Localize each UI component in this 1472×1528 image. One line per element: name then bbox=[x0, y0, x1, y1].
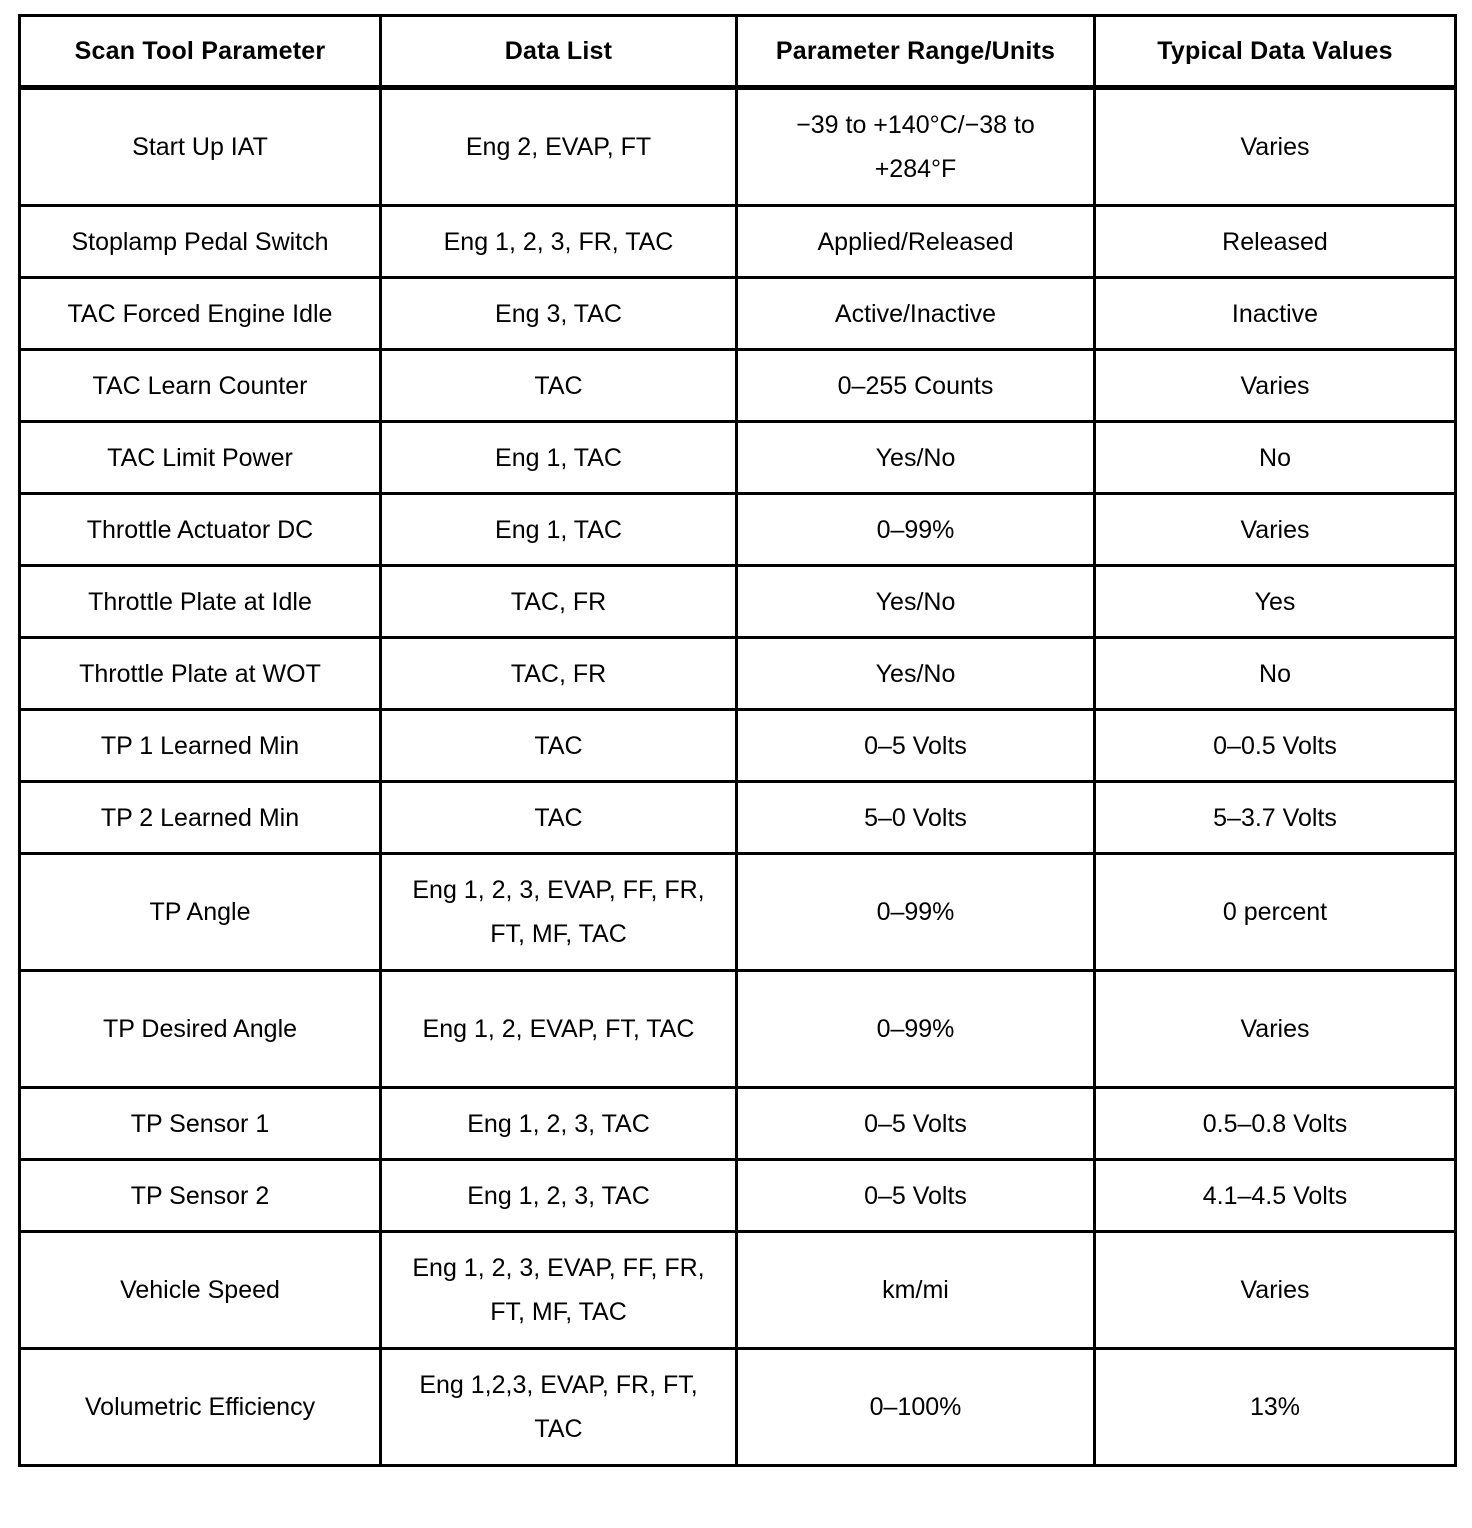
table-row bbox=[20, 1232, 1456, 1349]
cell-range: 0–99% bbox=[737, 854, 1095, 971]
table-row bbox=[20, 782, 1456, 854]
cell-typical: No bbox=[1095, 422, 1456, 494]
table-row bbox=[20, 710, 1456, 782]
cell-data-list: Eng 1, 2, 3, EVAP, FF, FR, FT, MF, TAC bbox=[381, 854, 737, 971]
cell-range: Applied/Released bbox=[737, 206, 1095, 278]
cell-data-list: Eng 1, 2, 3, EVAP, FF, FR, FT, MF, TAC bbox=[381, 1232, 737, 1349]
cell-parameter: TAC Learn Counter bbox=[20, 350, 381, 422]
table-row bbox=[20, 1160, 1456, 1232]
cell-data-list: Eng 1, TAC bbox=[381, 494, 737, 566]
cell-typical: Varies bbox=[1095, 350, 1456, 422]
cell-data-list: Eng 1, 2, 3, FR, TAC bbox=[381, 206, 737, 278]
cell-parameter: Vehicle Speed bbox=[20, 1232, 381, 1349]
cell-parameter: Throttle Plate at WOT bbox=[20, 638, 381, 710]
table-row bbox=[20, 854, 1456, 971]
cell-data-list: Eng 2, EVAP, FT bbox=[381, 88, 737, 206]
column-header-typical-data-values: Typical Data Values bbox=[1095, 16, 1456, 88]
column-header-data-list: Data List bbox=[381, 16, 737, 88]
table-body bbox=[20, 88, 1456, 1466]
cell-data-list: Eng 1,2,3, EVAP, FR, FT, TAC bbox=[381, 1349, 737, 1466]
cell-typical: Varies bbox=[1095, 1232, 1456, 1349]
cell-range: Yes/No bbox=[737, 638, 1095, 710]
cell-range: 0–99% bbox=[737, 971, 1095, 1088]
table-row bbox=[20, 1349, 1456, 1466]
cell-typical: Yes bbox=[1095, 566, 1456, 638]
table-row bbox=[20, 422, 1456, 494]
cell-parameter: TP Desired Angle bbox=[20, 971, 381, 1088]
table-row bbox=[20, 494, 1456, 566]
cell-typical: Inactive bbox=[1095, 278, 1456, 350]
cell-data-list: Eng 1, TAC bbox=[381, 422, 737, 494]
scan-tool-data-table bbox=[18, 14, 1457, 1467]
table-row bbox=[20, 350, 1456, 422]
cell-typical: Varies bbox=[1095, 88, 1456, 206]
cell-data-list: TAC, FR bbox=[381, 638, 737, 710]
cell-data-list: TAC bbox=[381, 350, 737, 422]
cell-parameter: TP Sensor 1 bbox=[20, 1088, 381, 1160]
cell-typical: Released bbox=[1095, 206, 1456, 278]
cell-parameter: TP 2 Learned Min bbox=[20, 782, 381, 854]
cell-parameter: TP Sensor 2 bbox=[20, 1160, 381, 1232]
cell-typical: 0.5–0.8 Volts bbox=[1095, 1088, 1456, 1160]
cell-parameter: TP Angle bbox=[20, 854, 381, 971]
cell-range: 0–100% bbox=[737, 1349, 1095, 1466]
cell-range: km/mi bbox=[737, 1232, 1095, 1349]
cell-parameter: Throttle Plate at Idle bbox=[20, 566, 381, 638]
cell-range: 0–5 Volts bbox=[737, 1088, 1095, 1160]
table-row bbox=[20, 88, 1456, 206]
cell-range: −39 to +140°C/−38 to +284°F bbox=[737, 88, 1095, 206]
cell-data-list: Eng 1, 2, 3, TAC bbox=[381, 1088, 737, 1160]
table-row bbox=[20, 206, 1456, 278]
column-header-scan-tool-parameter: Scan Tool Parameter bbox=[20, 16, 381, 88]
cell-data-list: TAC, FR bbox=[381, 566, 737, 638]
cell-range: 0–255 Counts bbox=[737, 350, 1095, 422]
cell-data-list: TAC bbox=[381, 782, 737, 854]
cell-typical: 0 percent bbox=[1095, 854, 1456, 971]
cell-typical: 4.1–4.5 Volts bbox=[1095, 1160, 1456, 1232]
cell-typical: 13% bbox=[1095, 1349, 1456, 1466]
table-row bbox=[20, 971, 1456, 1088]
cell-range: 0–5 Volts bbox=[737, 1160, 1095, 1232]
cell-typical: Varies bbox=[1095, 494, 1456, 566]
cell-typical: Varies bbox=[1095, 971, 1456, 1088]
cell-range: Yes/No bbox=[737, 422, 1095, 494]
cell-range: Yes/No bbox=[737, 566, 1095, 638]
table-row bbox=[20, 1088, 1456, 1160]
cell-range: 0–5 Volts bbox=[737, 710, 1095, 782]
cell-typical: No bbox=[1095, 638, 1456, 710]
cell-typical: 5–3.7 Volts bbox=[1095, 782, 1456, 854]
cell-parameter: TAC Limit Power bbox=[20, 422, 381, 494]
table-row bbox=[20, 566, 1456, 638]
cell-data-list: Eng 1, 2, 3, TAC bbox=[381, 1160, 737, 1232]
cell-parameter: Throttle Actuator DC bbox=[20, 494, 381, 566]
table-header-row bbox=[20, 16, 1456, 88]
cell-parameter: TAC Forced Engine Idle bbox=[20, 278, 381, 350]
cell-parameter: Start Up IAT bbox=[20, 88, 381, 206]
cell-typical: 0–0.5 Volts bbox=[1095, 710, 1456, 782]
cell-parameter: Stoplamp Pedal Switch bbox=[20, 206, 381, 278]
cell-data-list: Eng 3, TAC bbox=[381, 278, 737, 350]
table-row bbox=[20, 638, 1456, 710]
cell-parameter: Volumetric Efficiency bbox=[20, 1349, 381, 1466]
cell-data-list: TAC bbox=[381, 710, 737, 782]
cell-parameter: TP 1 Learned Min bbox=[20, 710, 381, 782]
column-header-parameter-range-units: Parameter Range/Units bbox=[737, 16, 1095, 88]
cell-range: Active/Inactive bbox=[737, 278, 1095, 350]
cell-data-list: Eng 1, 2, EVAP, FT, TAC bbox=[381, 971, 737, 1088]
table-row bbox=[20, 278, 1456, 350]
cell-range: 0–99% bbox=[737, 494, 1095, 566]
cell-range: 5–0 Volts bbox=[737, 782, 1095, 854]
